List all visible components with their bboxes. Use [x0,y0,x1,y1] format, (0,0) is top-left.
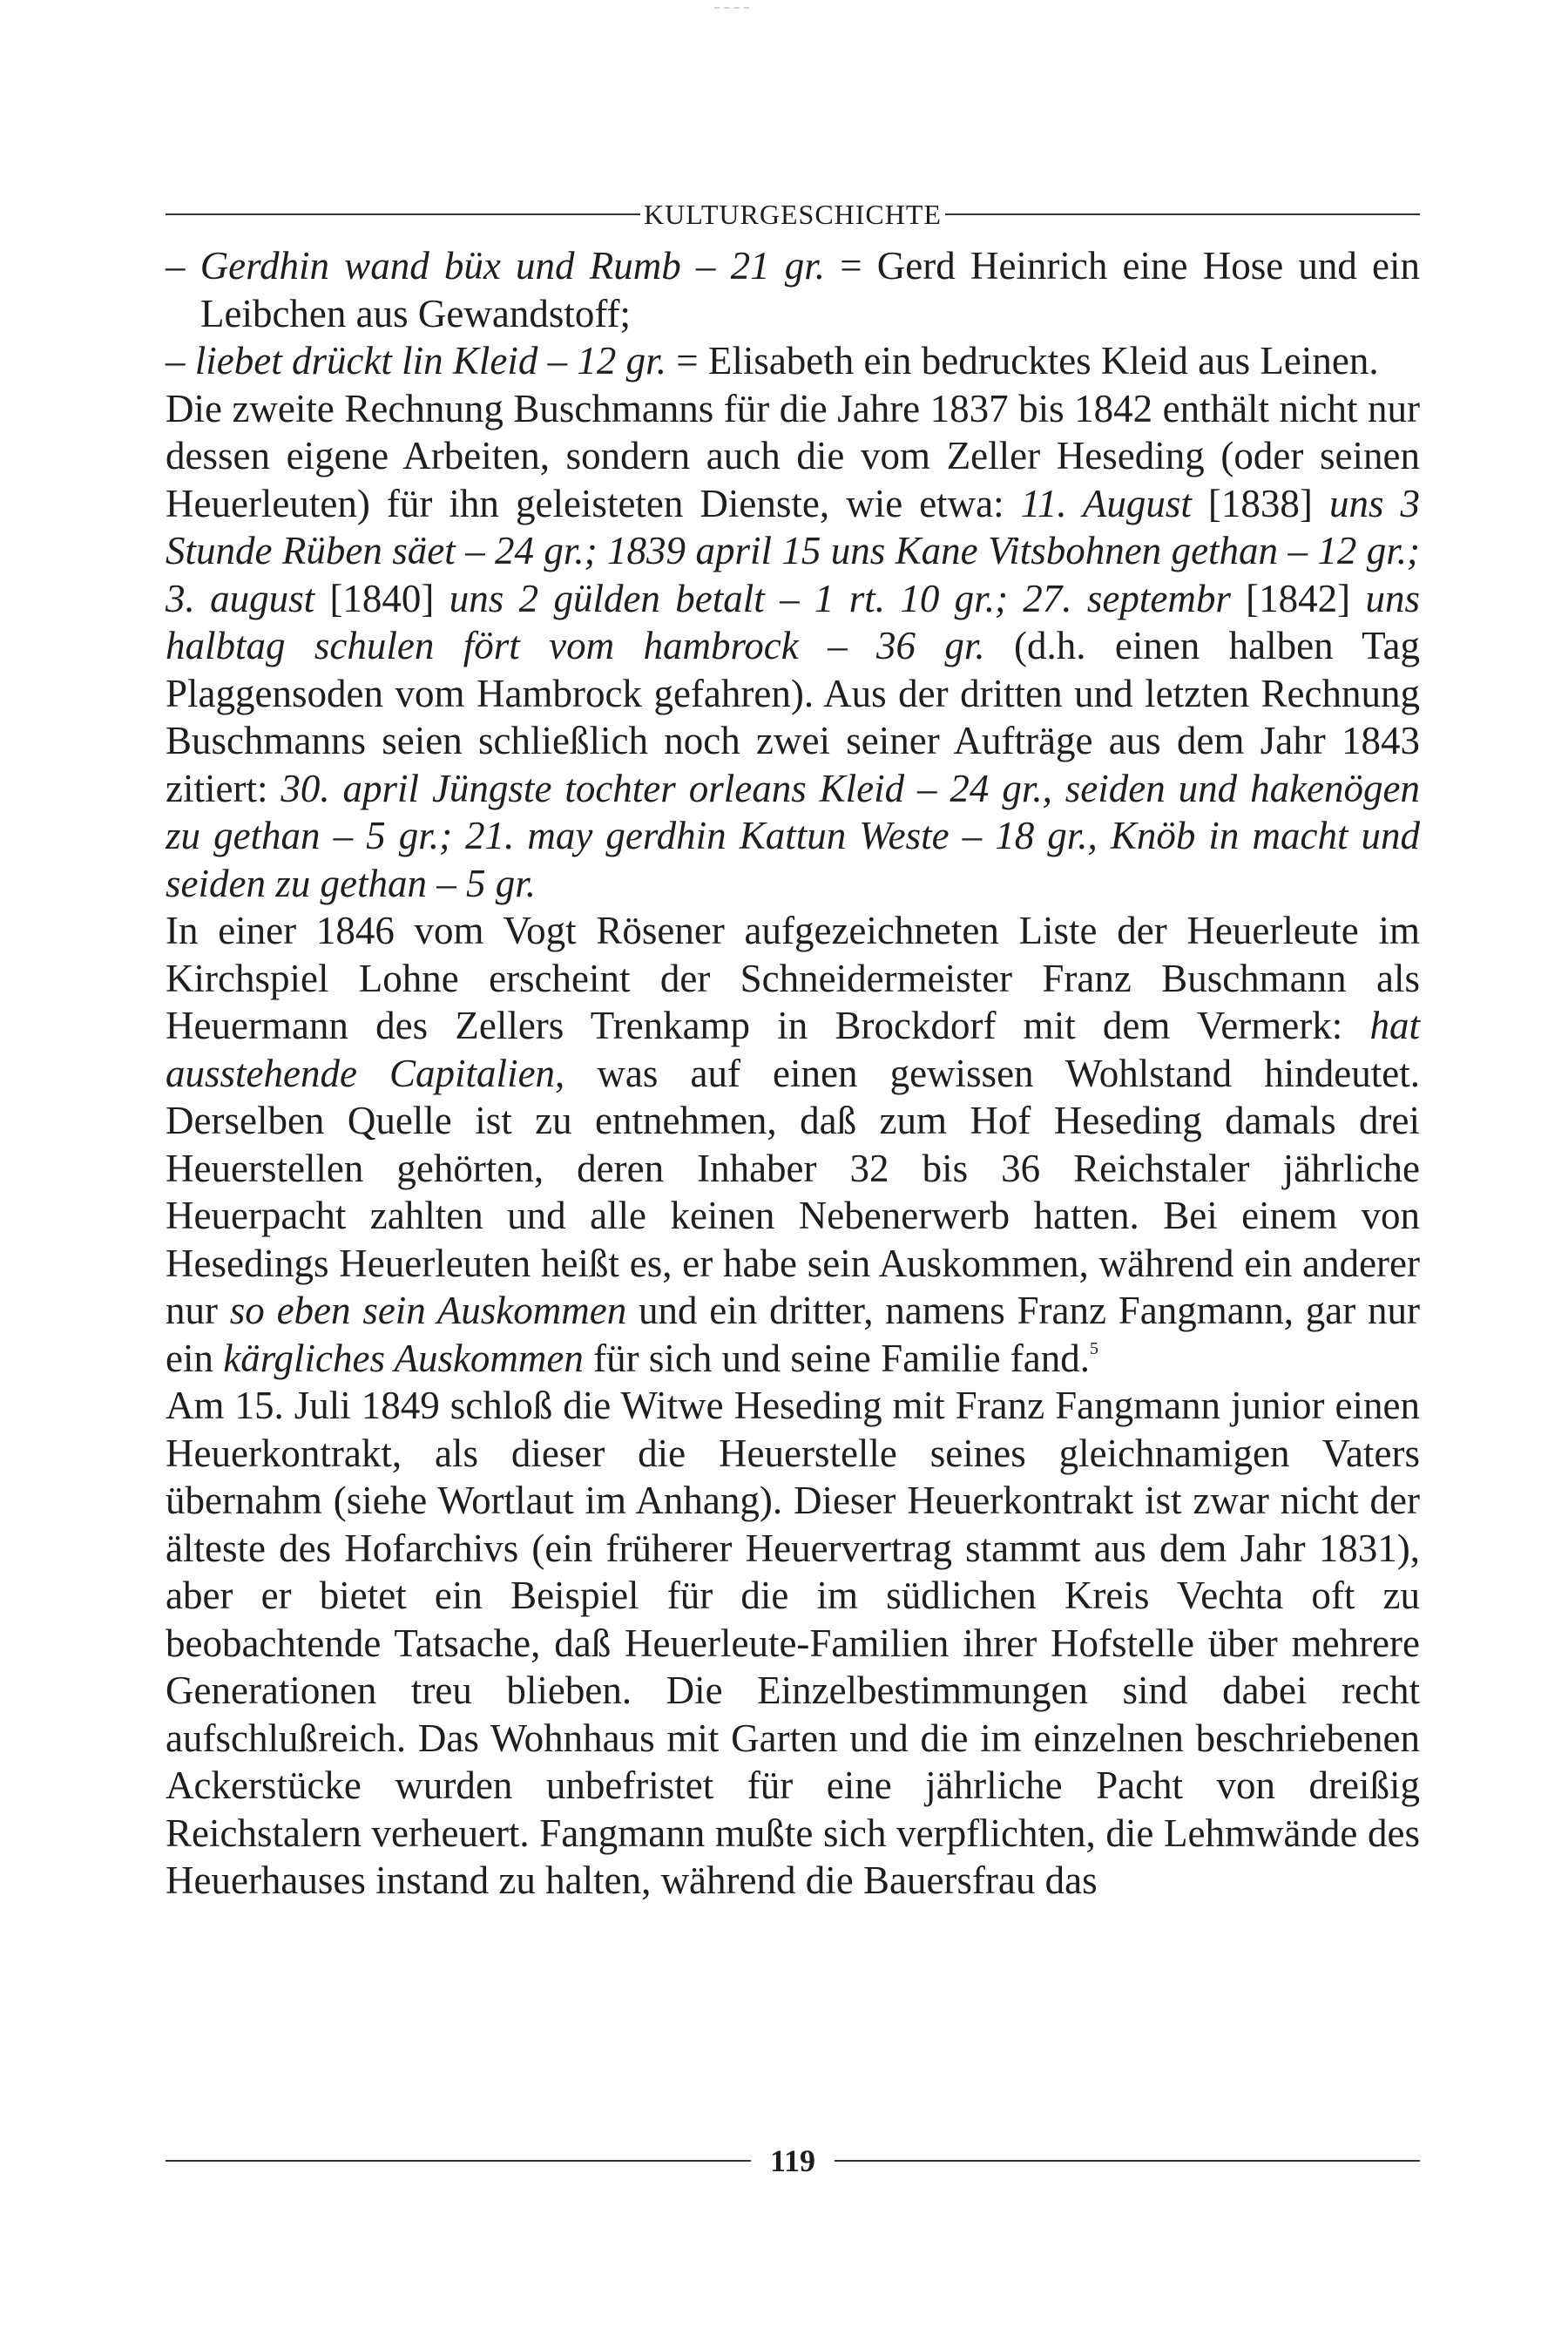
italic-run: 11. August [1020,481,1192,525]
header-rule-right [945,213,1420,215]
list-item: – liebet drückt lin Kleid – 12 gr. = Elisabeth ein bedrucktes Kleid aus Leinen. [166,339,1379,382]
header-rule-left [166,213,640,215]
paragraph [166,385,1420,908]
text-run: und ein dritter, namens Franz Fangmann, gar nur ein [166,1289,1421,1380]
page-number: 119 [770,2143,816,2178]
running-head [166,193,1420,235]
paragraph [166,1382,1420,1905]
text-run: In einer 1846 vom Vogt Rösener aufgezeichneten Liste der Heuerleute im Kirchspiel Lohne erscheint der Schneidermeister Franz Buschmann als Heuermann des Zellers Trenkamp in Brockdorf mit dem Vermerk: [166,909,1420,1047]
footer-rule-right [835,2160,1420,2162]
footnote-marker: 5 [1090,1338,1099,1358]
italic-run: uns 2 gülden betalt – 1 rt. 10 gr.; 27. septembr [449,576,1231,620]
italic-run: uns 3 Stunde Rüben säet – 24 gr.; 1839 april 15 uns Kane Vitsbohnen gethan – 12 gr.; 3. august [166,481,1420,620]
text-run: [1840] [314,576,449,620]
scan-mark [714,7,749,9]
running-title: KULTURGESCHICHTE [644,199,942,230]
dash: – [680,244,731,288]
page-footer [166,2140,1420,2182]
price-italic: 12 gr. [577,339,666,382]
paragraph [166,907,1420,1382]
translation: = Elisabeth ein bedrucktes Kleid aus Leinen. [666,339,1379,382]
dash: – [537,339,578,382]
body-text [166,242,1420,1905]
quote-italic: Gerdhin wand büx und Rumb [199,244,681,288]
italic-run: hat ausstehende Capitalien [166,1004,1420,1095]
footer-rule-left [166,2160,751,2162]
italic-run: 30. april Jüngste tochter orleans Kleid – 24 gr., seiden und hakenögen zu gethan – 5 gr.; 21. may gerdhin Kattun Weste – 18 gr., Knöb in macht und seiden zu gethan – 5 gr. [166,766,1420,905]
list-item: – Gerdhin wand büx und Rumb – 21 gr. = Gerd Heinrich eine Hose und ein Leibchen aus Gewandstoff; [166,244,1421,335]
text-run: (d.h. einen halben Tag Plaggensoden vom Hambrock gefahren). Aus der dritten und letzten Rechnung Buschmanns seien schließlich noch zwei seiner Aufträge aus dem Jahr 1843 zitiert: [166,624,1421,810]
text-run: Am 15. Juli 1849 schloß die Witwe Heseding mit Franz Fangmann junior einen Heuerkontrakt, als dieser die Heuerstelle seines gleichnamigen Vaters übernahm (siehe Wortlaut im Anhang). Dieser Heuerkontrakt ist zwar nicht der älteste des Hofarchivs (ein früherer Heuervertrag stammt aus dem Jahr 1831), aber er bietet ein Beispiel für die im südlichen Kreis Vechta oft zu beobachtende Tatsache, daß Heuerleute-Familien ihrer Hofstelle über mehrere Generationen treu blieben. Die Einzelbestimmungen sind dabei recht aufschlußreich. Das Wohnhaus mit Garten und die im einzelnen beschriebenen Ackerstücke wurden unbefristet für eine jährliche Pacht von dreißig Reichstalern verheuert. Fangmann mußte sich verpflichten, die Lehmwände des Heuerhauses instand zu halten, während die Bauersfrau das [166,1384,1420,1902]
text-run: [1838] [1191,481,1329,525]
italic-run: kärgliches Auskommen [223,1336,584,1380]
italic-run: so eben sein Auskommen [229,1289,627,1332]
text-run: für sich und seine Familie fand. [583,1336,1091,1380]
text-run: [1842] [1230,576,1366,620]
price-italic: 21 gr. [730,244,826,288]
quote-italic: liebet drückt lin Kleid [194,339,538,382]
text-run: , was auf einen gewissen Wohlstand hindeutet. Derselben Quelle ist zu entnehmen, daß zum Hof Heseding damals drei Heuerstellen gehörten, deren Inhaber 32 bis 36 Reichstaler jährliche Heuerpacht zahlten und alle keinen Nebenerwerb hatten. Bei einem von Hesedings Heuerleuten heißt es, er habe sein Auskommen, während ein anderer nur [166,1051,1420,1332]
italic-run: uns halbtag schulen fört vom hambrock – 36 gr. [166,576,1421,667]
text-run: Die zweite Rechnung Buschmanns für die Jahre 1837 bis 1842 enthält nicht nur dessen eigene Arbeiten, sondern auch die vom Zeller Heseding (oder seinen Heuerleuten) für ihn geleisteten Dienste, wie etwa: [166,386,1420,525]
translation: = Gerd Heinrich eine Hose und ein Leibchen aus Gewandstoff; [200,244,1421,335]
